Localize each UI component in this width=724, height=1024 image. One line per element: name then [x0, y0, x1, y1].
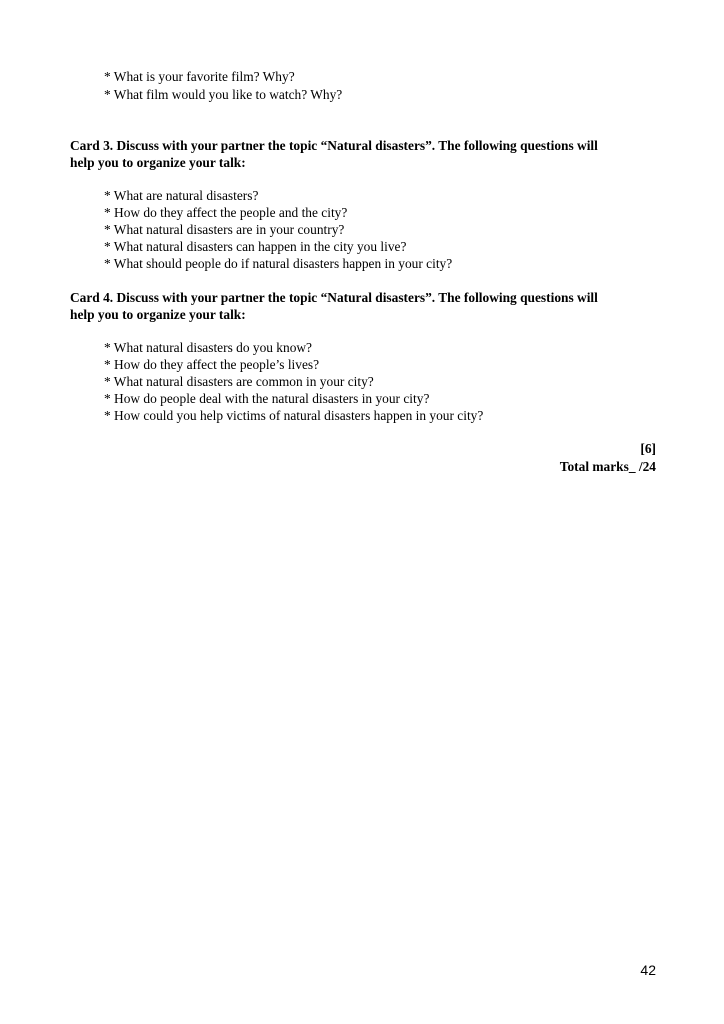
card3-heading [70, 137, 660, 171]
card4-question-2: * How do they affect the people’s lives? [104, 357, 320, 372]
card4-heading-line1: Card 4. Discuss with your partner the topic “Natural disasters”. The following questions will [70, 290, 598, 305]
card3-question-2: * How do they affect the people and the city? [104, 205, 348, 220]
card4-question-4: * How do people deal with the natural disasters in your city? [104, 391, 430, 406]
card3-question-5: * What should people do if natural disasters happen in your city? [104, 256, 453, 271]
top-question-2: * What film would you like to watch? Why? [104, 87, 343, 102]
total-marks: Total marks_ /24 [559, 459, 656, 474]
card4-heading-line2: help you to organize your talk: [70, 307, 246, 322]
section-marks: [6] [640, 441, 656, 456]
page-number: 42 [640, 962, 656, 978]
card3-question-1: * What are natural disasters? [104, 188, 259, 203]
card3-question-3: * What natural disasters are in your country? [104, 222, 345, 237]
card3-question-4: * What natural disasters can happen in the city you live? [104, 239, 407, 254]
card3-heading-line1: Card 3. Discuss with your partner the topic “Natural disasters”. The following questions will [70, 138, 598, 153]
card4-question-1: * What natural disasters do you know? [104, 340, 313, 355]
card4-heading [70, 289, 660, 323]
card4-question-5: * How could you help victims of natural disasters happen in your city? [104, 408, 484, 423]
card4-question-3: * What natural disasters are common in your city? [104, 374, 374, 389]
top-question-1: * What is your favorite film? Why? [104, 69, 295, 84]
card3-heading-line2: help you to organize your talk: [70, 155, 246, 170]
